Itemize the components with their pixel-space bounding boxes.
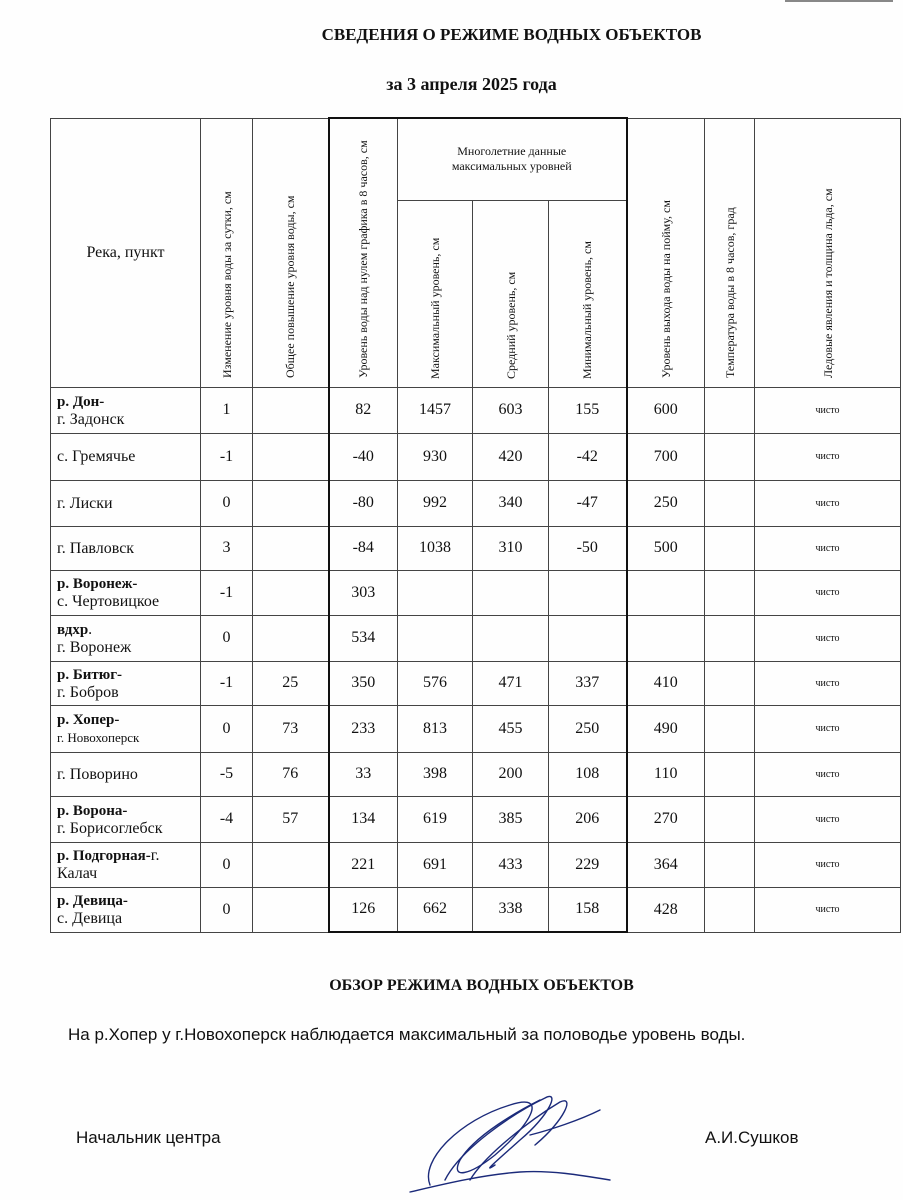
cell-ice: чисто [755, 796, 901, 842]
cell-max-level [398, 615, 473, 661]
table-row [51, 570, 901, 615]
cell-change: 0 [201, 887, 253, 932]
cell-mean-level: 385 [473, 796, 549, 842]
water-regime-table [50, 117, 901, 933]
cell-ice: чисто [755, 752, 901, 796]
cell-min-level: 337 [549, 661, 627, 705]
cell-mean-level: 471 [473, 661, 549, 705]
signer-role: Начальник центра [76, 1128, 221, 1147]
cell-change: 0 [201, 480, 253, 526]
cell-mean-level: 455 [473, 705, 549, 752]
cell-max-level: 1457 [398, 387, 473, 433]
cell-river-point [51, 661, 201, 705]
cell-change: 0 [201, 615, 253, 661]
table-row [51, 480, 901, 526]
river-name: р. Воронеж- [57, 576, 138, 592]
cell-mean-level [473, 615, 549, 661]
cell-max-level: 813 [398, 705, 473, 752]
cell-ice: чисто [755, 526, 901, 570]
cell-river-point [51, 387, 201, 433]
header-total-rise: Общее повышение уровня воды, см [253, 118, 329, 387]
cell-min-level: 250 [549, 705, 627, 752]
cell-max-level [398, 570, 473, 615]
river-name: р. Дон- [57, 393, 105, 410]
cell-floodplain-level: 250 [627, 480, 705, 526]
cell-level-8h: 134 [329, 796, 398, 842]
cell-floodplain-level: 410 [627, 661, 705, 705]
river-name: р. Девица- [57, 893, 128, 909]
cell-max-level: 662 [398, 887, 473, 932]
cell-floodplain-level: 600 [627, 387, 705, 433]
cell-total-rise [253, 842, 329, 887]
point-name: г. Лиски [57, 494, 113, 512]
header-min-level: Минимальный уровень, см [549, 200, 627, 387]
cell-floodplain-level: 364 [627, 842, 705, 887]
cell-ice: чисто [755, 480, 901, 526]
table-row [51, 615, 901, 661]
cell-level-8h: 303 [329, 570, 398, 615]
table-row [51, 752, 901, 796]
cell-ice: чисто [755, 661, 901, 705]
cell-change: -5 [201, 752, 253, 796]
cell-water-temp [705, 387, 755, 433]
river-name: вдхр [57, 621, 89, 638]
header-water-temp: Температура воды в 8 часов, град [705, 118, 755, 387]
cell-level-8h: -80 [329, 480, 398, 526]
river-name: р. Битюг- [57, 666, 123, 683]
cell-river-point [51, 796, 201, 842]
cell-max-level: 576 [398, 661, 473, 705]
cell-min-level: 155 [549, 387, 627, 433]
cell-total-rise: 57 [253, 796, 329, 842]
cell-min-level: 108 [549, 752, 627, 796]
header-max-level: Максимальный уровень, см [398, 200, 473, 387]
cell-change: -1 [201, 661, 253, 705]
cell-water-temp [705, 752, 755, 796]
table-row [51, 887, 901, 932]
cell-water-temp [705, 887, 755, 932]
cell-level-8h: 33 [329, 752, 398, 796]
cell-total-rise [253, 480, 329, 526]
cell-total-rise: 25 [253, 661, 329, 705]
cell-change: 0 [201, 842, 253, 887]
river-name: р. Подгорная- [57, 848, 151, 864]
cell-min-level: -47 [549, 480, 627, 526]
cell-water-temp [705, 705, 755, 752]
point-name: г. Поворино [57, 765, 138, 783]
cell-max-level: 398 [398, 752, 473, 796]
header-river-point: Река, пункт [51, 118, 201, 387]
point-name: с. Гремячье [57, 448, 136, 465]
cell-mean-level: 340 [473, 480, 549, 526]
cell-river-point [51, 752, 201, 796]
cell-total-rise: 76 [253, 752, 329, 796]
cell-mean-level: 310 [473, 526, 549, 570]
point-name: г. Павловск [57, 539, 135, 557]
cell-max-level: 930 [398, 433, 473, 480]
cell-level-8h: 534 [329, 615, 398, 661]
cell-ice: чисто [755, 705, 901, 752]
cell-level-8h: 221 [329, 842, 398, 887]
review-text: На р.Хопер у г.Новохоперск наблюдается максимальный за половодье уровень воды. [68, 1025, 746, 1044]
cell-level-8h: 350 [329, 661, 398, 705]
cell-min-level [549, 570, 627, 615]
cell-floodplain-level: 270 [627, 796, 705, 842]
cell-change: -1 [201, 570, 253, 615]
cell-max-level: 619 [398, 796, 473, 842]
point-name: г. Новохоперск [57, 730, 140, 745]
point-name: с. Чертовицкое [57, 593, 160, 610]
cell-ice: чисто [755, 887, 901, 932]
cell-ice: чисто [755, 433, 901, 480]
cell-max-level: 691 [398, 842, 473, 887]
cell-river-point [51, 842, 201, 887]
cell-mean-level: 200 [473, 752, 549, 796]
cell-water-temp [705, 570, 755, 615]
cell-mean-level: 433 [473, 842, 549, 887]
cell-total-rise: 73 [253, 705, 329, 752]
cell-ice: чисто [755, 842, 901, 887]
handwritten-signature-icon [400, 1080, 620, 1195]
cell-floodplain-level: 490 [627, 705, 705, 752]
cell-water-temp [705, 526, 755, 570]
cell-water-temp [705, 796, 755, 842]
review-title: ОБЗОР РЕЖИМА ВОДНЫХ ОБЪЕКТОВ [329, 977, 634, 994]
cell-mean-level: 338 [473, 887, 549, 932]
signer-name: А.И.Сушков [705, 1128, 799, 1147]
cell-min-level: -42 [549, 433, 627, 480]
cell-mean-level: 420 [473, 433, 549, 480]
header-level-8h: Уровень воды над нулем графика в 8 часов, см [329, 118, 398, 387]
cell-floodplain-level: 428 [627, 887, 705, 932]
cell-level-8h: -40 [329, 433, 398, 480]
cell-ice: чисто [755, 387, 901, 433]
cell-river-point [51, 526, 201, 570]
top-edge-line [785, 0, 893, 2]
cell-ice: чисто [755, 615, 901, 661]
cell-river-point [51, 433, 201, 480]
point-name: с. Девица [57, 910, 123, 927]
cell-change: -4 [201, 796, 253, 842]
cell-change: -1 [201, 433, 253, 480]
cell-min-level [549, 615, 627, 661]
cell-floodplain-level: 500 [627, 526, 705, 570]
cell-river-point [51, 705, 201, 752]
river-name: р. Ворона- [57, 802, 128, 819]
point-name: г. Задонск [57, 410, 125, 428]
cell-min-level: -50 [549, 526, 627, 570]
cell-river-point [51, 480, 201, 526]
table-row [51, 387, 901, 433]
document-date: за 3 апреля 2025 года [386, 74, 557, 94]
cell-floodplain-level: 110 [627, 752, 705, 796]
point-name: г. Бобров [57, 683, 119, 701]
cell-change: 1 [201, 387, 253, 433]
river-name: р. Хопер- [57, 712, 120, 728]
point-name: г. Борисоглебск [57, 819, 163, 837]
cell-water-temp [705, 615, 755, 661]
header-longterm-group: Многолетние данные максимальных уровней [398, 118, 627, 200]
river-suffix: . [88, 620, 93, 638]
cell-min-level: 229 [549, 842, 627, 887]
cell-max-level: 992 [398, 480, 473, 526]
header-ice: Ледовые явления и толщина льда, см [755, 118, 901, 387]
cell-total-rise [253, 615, 329, 661]
cell-water-temp [705, 433, 755, 480]
cell-floodplain-level: 700 [627, 433, 705, 480]
table-row [51, 433, 901, 480]
cell-level-8h: 82 [329, 387, 398, 433]
cell-water-temp [705, 842, 755, 887]
header-floodplain-level: Уровень выхода воды на пойму, см [627, 118, 705, 387]
cell-river-point [51, 887, 201, 932]
cell-change: 0 [201, 705, 253, 752]
cell-total-rise [253, 887, 329, 932]
cell-min-level: 206 [549, 796, 627, 842]
table-row [51, 526, 901, 570]
header-change-per-day: Изменение уровня воды за сутки, см [201, 118, 253, 387]
cell-level-8h: 233 [329, 705, 398, 752]
cell-level-8h: 126 [329, 887, 398, 932]
cell-change: 3 [201, 526, 253, 570]
table-row [51, 796, 901, 842]
cell-mean-level: 603 [473, 387, 549, 433]
header-mean-level: Средний уровень, см [473, 200, 549, 387]
cell-water-temp [705, 661, 755, 705]
table-row [51, 705, 901, 752]
cell-river-point [51, 570, 201, 615]
table-row [51, 842, 901, 887]
cell-total-rise [253, 526, 329, 570]
cell-total-rise [253, 387, 329, 433]
cell-floodplain-level [627, 570, 705, 615]
cell-mean-level [473, 570, 549, 615]
river-suffix: г. [150, 847, 160, 864]
cell-total-rise [253, 433, 329, 480]
document-title: СВЕДЕНИЯ О РЕЖИМЕ ВОДНЫХ ОБЪЕКТОВ [321, 25, 702, 44]
cell-river-point [51, 615, 201, 661]
point-name: г. Воронеж [57, 638, 132, 656]
cell-ice: чисто [755, 570, 901, 615]
cell-min-level: 158 [549, 887, 627, 932]
cell-floodplain-level [627, 615, 705, 661]
point-name: Калач [57, 865, 98, 882]
cell-water-temp [705, 480, 755, 526]
cell-max-level: 1038 [398, 526, 473, 570]
table-row [51, 661, 901, 705]
cell-level-8h: -84 [329, 526, 398, 570]
cell-total-rise [253, 570, 329, 615]
